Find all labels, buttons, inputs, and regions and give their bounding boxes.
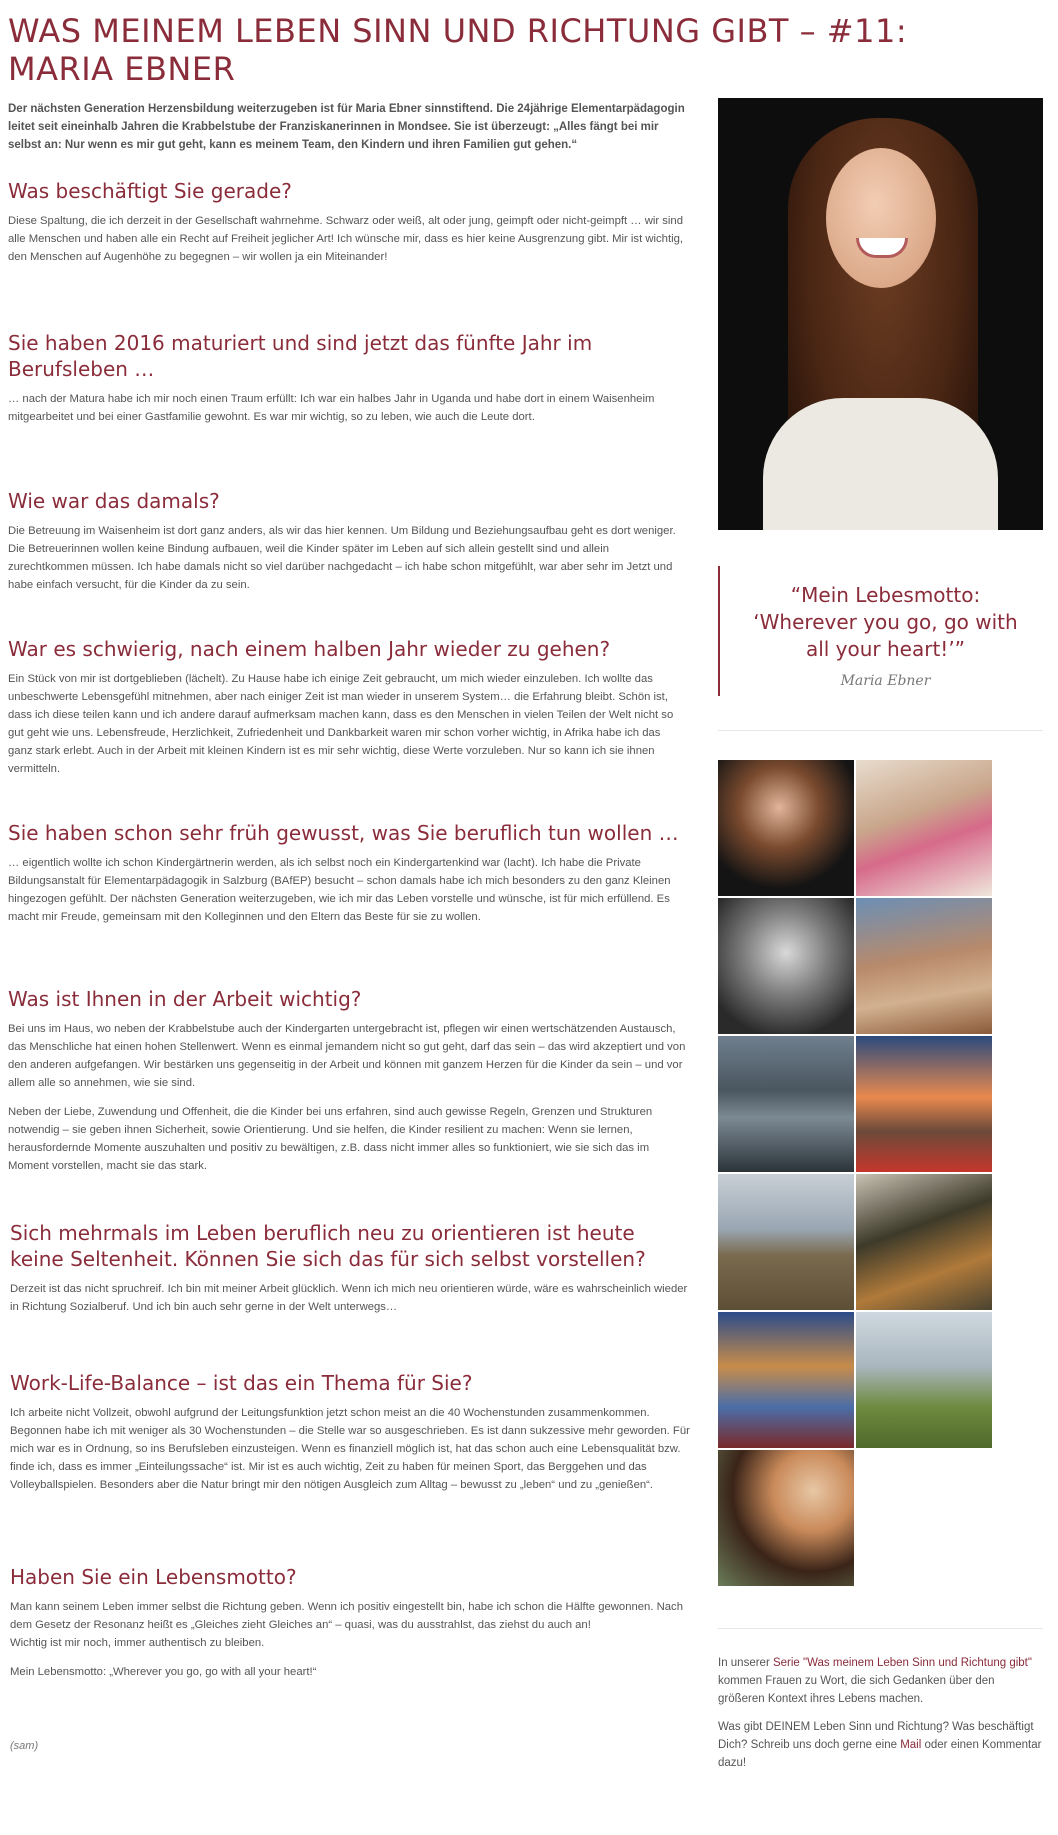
answer-paragraph: … nach der Matura habe ich mir noch einen Traum erfüllt: Ich war ein halbes Jahr in Uganda und habe dort in einem Waisenheim mitgearbeitet und bei einer Gastfamilie gewohnt. Es war mir wichtig, so zu leben, wie auch die Leute dort.	[8, 393, 655, 423]
answer-paragraph: Neben der Liebe, Zuwendung und Offenheit, die die Kinder bei uns erfahren, sind auch gewisse Regeln, Grenzen und Strukturen notwendig – sie geben ihnen Sicherheit, sowie Orientierung. Und sie helfen, die Kinder resilient zu machen: Wenn sie lernen, herausfordernde Momente auszuhalten und positiv zu bewältigen, z.B. dass nicht immer alles so funktioniert, wie sie sich das im Moment vorstellen, macht sie das stark.	[8, 1106, 653, 1172]
page-title: WAS MEINEM LEBEN SINN UND RICHTUNG GIBT – #11: MARIA EBNER	[8, 12, 908, 88]
question-heading: Work-Life-Balance – ist das ein Thema für Sie?	[10, 1371, 473, 1395]
answer-paragraph: Man kann seinem Leben immer selbst die Richtung geben. Wenn ich positiv eingestellt bin, habe ich schon die Hälfte gewonnen. Nach dem Gesetz der Resonanz heißt es „Gleiches zieht Gleiches an“ – quasi, was du ausstrahlst, das ziehst du auch an! Wichtig ist mir noch, immer authentisch zu bleiben.	[10, 1601, 683, 1649]
series-note-text: In unserer	[718, 1657, 773, 1669]
gallery-photo[interactable]	[718, 898, 854, 1034]
pull-quote	[718, 566, 1043, 696]
answer-paragraph: Derzeit ist das nicht spruchreif. Ich bin mit meiner Arbeit glücklich. Wenn ich mich neu orientieren würde, wäre es wahrscheinlich wieder in Richtung Sozialberuf. Und ich bin auch sehr gerne in der Welt unterwegs…	[10, 1283, 688, 1313]
question-heading: Haben Sie ein Lebensmotto?	[10, 1565, 297, 1589]
divider	[718, 1628, 1043, 1629]
photo-gallery	[718, 760, 993, 1580]
gallery-photo[interactable]	[718, 760, 854, 896]
section-lebensmotto	[10, 1564, 690, 1681]
answer-paragraph: Bei uns im Haus, wo neben der Krabbelstube auch der Kindergarten untergebracht ist, pflegen wir einen wertschätzenden Austausch, das Menschliche hat einen hohen Stellenwert. Wenn es einmal jemandem nicht so gut geht, darf das sein – das wird akzeptiert und von den anderen aufgefangen. Wir bestärken uns gegenseitig in der Arbeit und können mit ganzem Herzen für die Kinder da sein – und vor allem alle so annehmen, wie sie sind.	[8, 1023, 686, 1089]
section-schwierig	[8, 636, 688, 778]
gallery-photo[interactable]	[718, 1312, 854, 1448]
answer-paragraph: Diese Spaltung, die ich derzeit in der Gesellschaft wahrnehme. Schwarz oder weiß, alt oder jung, geimpft oder nicht-geimpft … wir sind alle Menschen und haben alle ein Recht auf Freiheit jeglicher Art! Ich wünsche mir, dass es hier keine Ausgrenzung gibt. Mir ist wichtig, den Menschen auf Augenhöhe zu begegnen – wir wollen ja ein Miteinander!	[8, 215, 684, 263]
author-signature: (sam)	[10, 1740, 39, 1752]
question-heading: Sich mehrmals im Leben beruflich neu zu orientieren ist heute keine Seltenheit. Können Sie sich das für sich selbst vorstellen?	[10, 1221, 646, 1271]
mail-link[interactable]: Mail	[900, 1739, 922, 1751]
section-frueh	[8, 820, 688, 926]
question-heading: War es schwierig, nach einem halben Jahr wieder zu gehen?	[8, 637, 611, 661]
gallery-photo[interactable]	[718, 1036, 854, 1172]
gallery-photo[interactable]	[856, 1174, 992, 1310]
section-current	[8, 178, 688, 266]
gallery-photo[interactable]	[856, 1036, 992, 1172]
question-heading: Was ist Ihnen in der Arbeit wichtig?	[8, 987, 362, 1011]
answer-paragraph: Ein Stück von mir ist dortgeblieben (lächelt). Zu Hause habe ich einige Zeit gebraucht, um mich wieder einzuleben. Ich wollte das unbeschwerte Lebensgefühl mitnehmen, aber nach einiger Zeit ist man wieder in unserem System… die Erfahrung bleibt. Schön ist, dass ich diese teilen kann und ich andere darauf aufmerksam machen kann, dass es den Menschen in vielen Teilen der Welt nicht so gut geht wie uns. Lebensfreude, Herzlichkeit, Zufriedenheit und Dankbarkeit waren mir schon vorher wichtig, in Afrika habe ich das ganz stark erlebt. Auch in der Arbeit mit kleinen Kindern ist es mir sehr wichtig, diese Werte vorzuleben. Nur so kann ich sie ihnen vermitteln.	[8, 673, 674, 775]
quote-author: Maria Ebner	[840, 673, 931, 689]
contact-note-text: Was gibt DEINEM Leben Sinn und Richtung? Was beschäftigt Dich? Schreib uns doch gerne eine	[718, 1721, 1034, 1751]
divider	[718, 730, 1043, 731]
series-note	[718, 1654, 1043, 1708]
gallery-photo[interactable]	[856, 1312, 992, 1448]
question-heading: Sie haben schon sehr früh gewusst, was Sie beruflich tun wollen …	[8, 821, 679, 845]
answer-paragraph: Mein Lebensmotto: „Wherever you go, go with all your heart!“	[10, 1666, 317, 1678]
answer-paragraph: … eigentlich wollte ich schon Kindergärtnerin werden, als ich selbst noch ein Kindergartenkind war (lacht). Ich habe die Private Bildungsanstalt für Elementarpädagogik in Salzburg (BAfEP) besucht – schon damals habe ich mich besonders zu den ganz Kleinen hingezogen gefühlt. Der nächsten Generation weiterzugeben, wie ich mir das Leben vorstelle und wünsche, ist für mich erfüllend. Es macht mir Freude, gemeinsam mit den Kolleginnen und den Eltern das Beste für sie zu wollen.	[8, 857, 671, 923]
section-damals	[8, 488, 688, 594]
contact-note	[718, 1718, 1043, 1772]
article-lead: Der nächsten Generation Herzensbildung weiterzugeben ist für Maria Ebner sinnstiftend. Die 24jährige Elementarpädagogin leitet seit eineinhalb Jahren die Krabbelstube der Franziskanerinnen in Mondsee. Sie ist überzeugt: „Alles fängt bei mir selbst an: Nur wenn es mir gut geht, kann es meinem Team, den Kindern und ihren Familien gut gehen.“	[8, 103, 685, 151]
gallery-photo[interactable]	[718, 1450, 854, 1586]
answer-paragraph: Die Betreuung im Waisenheim ist dort ganz anders, als wir das hier kennen. Um Bildung und Beziehungsaufbau geht es dort weniger. Die Betreuerinnen wollen keine Bindung aufbauen, weil die Kinder später im Leben auf sich allein gestellt sind und allein zurechtkommen müssen. Ich habe damals nicht so viel darüber nachgedacht – ich habe schon mitgefühlt, war aber sehr im Jetzt und habe einfach versucht, für die Kinder da zu sein.	[8, 525, 676, 591]
answer-paragraph: Ich arbeite nicht Vollzeit, obwohl aufgrund der Leitungsfunktion jetzt schon meist an die 40 Wochenstunden zusammenkommen. Begonnen habe ich mit weniger als 30 Wochenstunden – die Stelle war so ausgeschrieben. Es ist dann sukzessive mehr geworden. Für mich war es in Ordnung, so ins Berufsleben einzusteigen. Wenn es finanziell möglich ist, hat das schon auch eine Lebensqualität bzw. finde ich, dass es immer „Einteilungssache“ ist. Mir ist es auch wichtig, Zeit zu haben für meinen Sport, das Berggehen und das Volleyballspielen. Besonders aber die Natur bringt mir den nötigen Ausgleich zum Alltag – bewusst zu „leben“ und zu „genießen“.	[10, 1407, 690, 1491]
gallery-photo[interactable]	[718, 1174, 854, 1310]
gallery-photo[interactable]	[856, 898, 992, 1034]
section-balance	[10, 1370, 690, 1494]
question-heading: Wie war das damals?	[8, 489, 220, 513]
question-heading: Sie haben 2016 maturiert und sind jetzt das fünfte Jahr im Berufsleben …	[8, 331, 593, 381]
series-footer	[718, 1654, 1043, 1772]
contact-note-text: oder einen Kommentar dazu!	[718, 1739, 1042, 1769]
series-link[interactable]: Serie "Was meinem Leben Sinn und Richtung gibt"	[772, 1657, 1032, 1669]
quote-text: “Mein Lebesmotto: ‘Wherever you go, go with all your heart!’”	[753, 583, 1018, 661]
question-heading: Was beschäftigt Sie gerade?	[8, 179, 292, 203]
portrait-photo	[718, 98, 1043, 530]
section-matura	[8, 330, 688, 426]
section-neuorientierung	[10, 1220, 690, 1316]
series-note-text: kommen Frauen zu Wort, die sich Gedanken über den größeren Kontext ihres Lebens machen.	[718, 1675, 995, 1705]
article-body	[8, 100, 688, 166]
gallery-photo[interactable]	[856, 760, 992, 896]
section-arbeit	[8, 986, 688, 1175]
